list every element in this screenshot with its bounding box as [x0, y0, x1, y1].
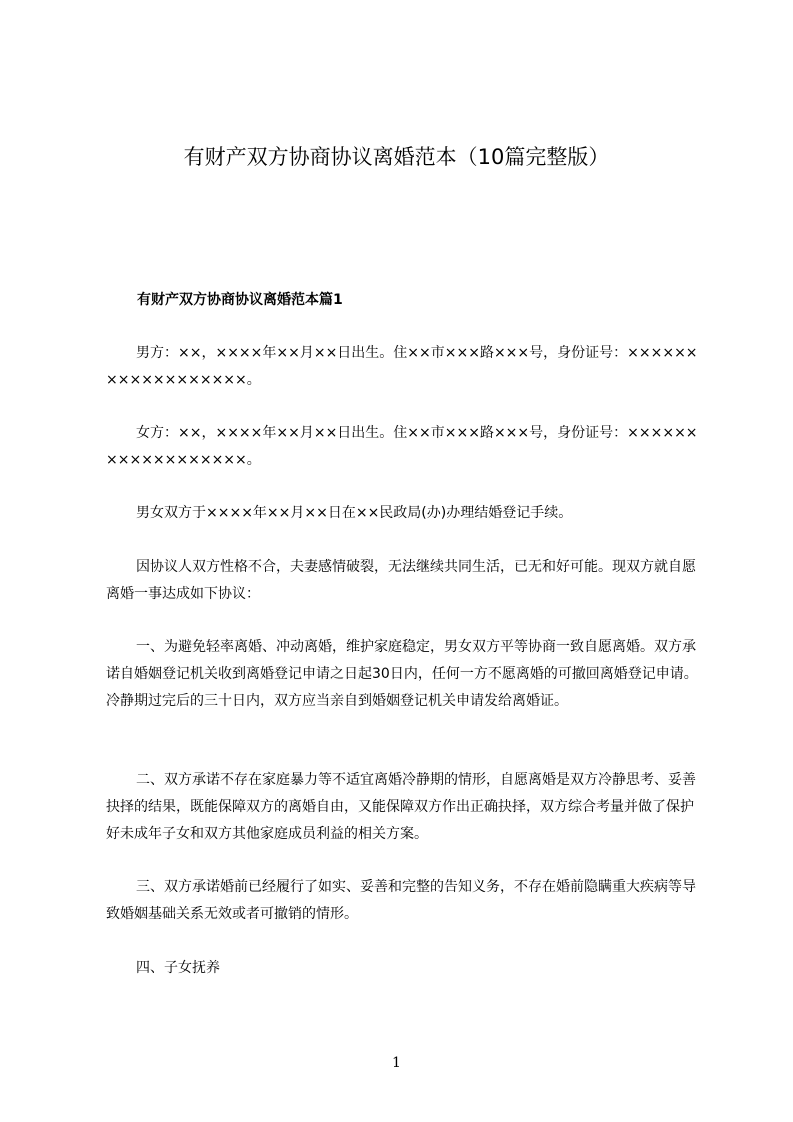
paragraph-clause-1: 一、为避免轻率离婚、冲动离婚，维护家庭稳定，男女双方平等协商一致自愿离婚。双方承诺自婚姻登记机关收到离婚登记申请之日起30日内，任何一方不愿离婚的可撤回离婚登记申请。冷静期过完后的三十日内，双方应当亲自到婚姻登记机关申请发给离婚证。 — [106, 639, 698, 709]
paragraph-divorce-reason: 因协议人双方性格不合，夫妻感情破裂，无法继续共同生活，已无和好可能。现双方就自愿离婚一事达成如下协议： — [106, 559, 696, 602]
page-number: 1 — [392, 1055, 401, 1071]
paragraph-clause-2: 二、双方承诺不存在家庭暴力等不适宜离婚冷静期的情形，自愿离婚是双方冷静思考、妥善抉择的结果，既能保障双方的离婚自由，又能保障双方作出正确抉择，双方综合考量并做了保护好未成年子女和双方其他家庭成员利益的相关方案。 — [106, 772, 696, 842]
paragraph-clause-3: 三、双方承诺婚前已经履行了如实、妥善和完整的告知义务，不存在婚前隐瞒重大疾病等导致婚姻基础关系无效或者可撤销的情形。 — [106, 879, 696, 922]
paragraph-male-party: 男方：××，××××年××月××日出生。住××市×××路×××号，身份证号：××××××××××××××××××。 — [106, 345, 698, 388]
paragraph-clause-4-heading: 四、子女抚养 — [136, 960, 220, 976]
paragraph-marriage-registration: 男女双方于××××年××月××日在××民政局(办)办理结婚登记手续。 — [136, 505, 573, 521]
document-title: 有财产双方协商协议离婚范本（10篇完整版） — [183, 145, 610, 169]
section-heading: 有财产双方协商协议离婚范本篇1 — [137, 292, 343, 308]
paragraph-female-party: 女方：××，××××年××月××日出生。住××市×××路×××号，身份证号：××××××××××××××××××。 — [106, 425, 698, 468]
